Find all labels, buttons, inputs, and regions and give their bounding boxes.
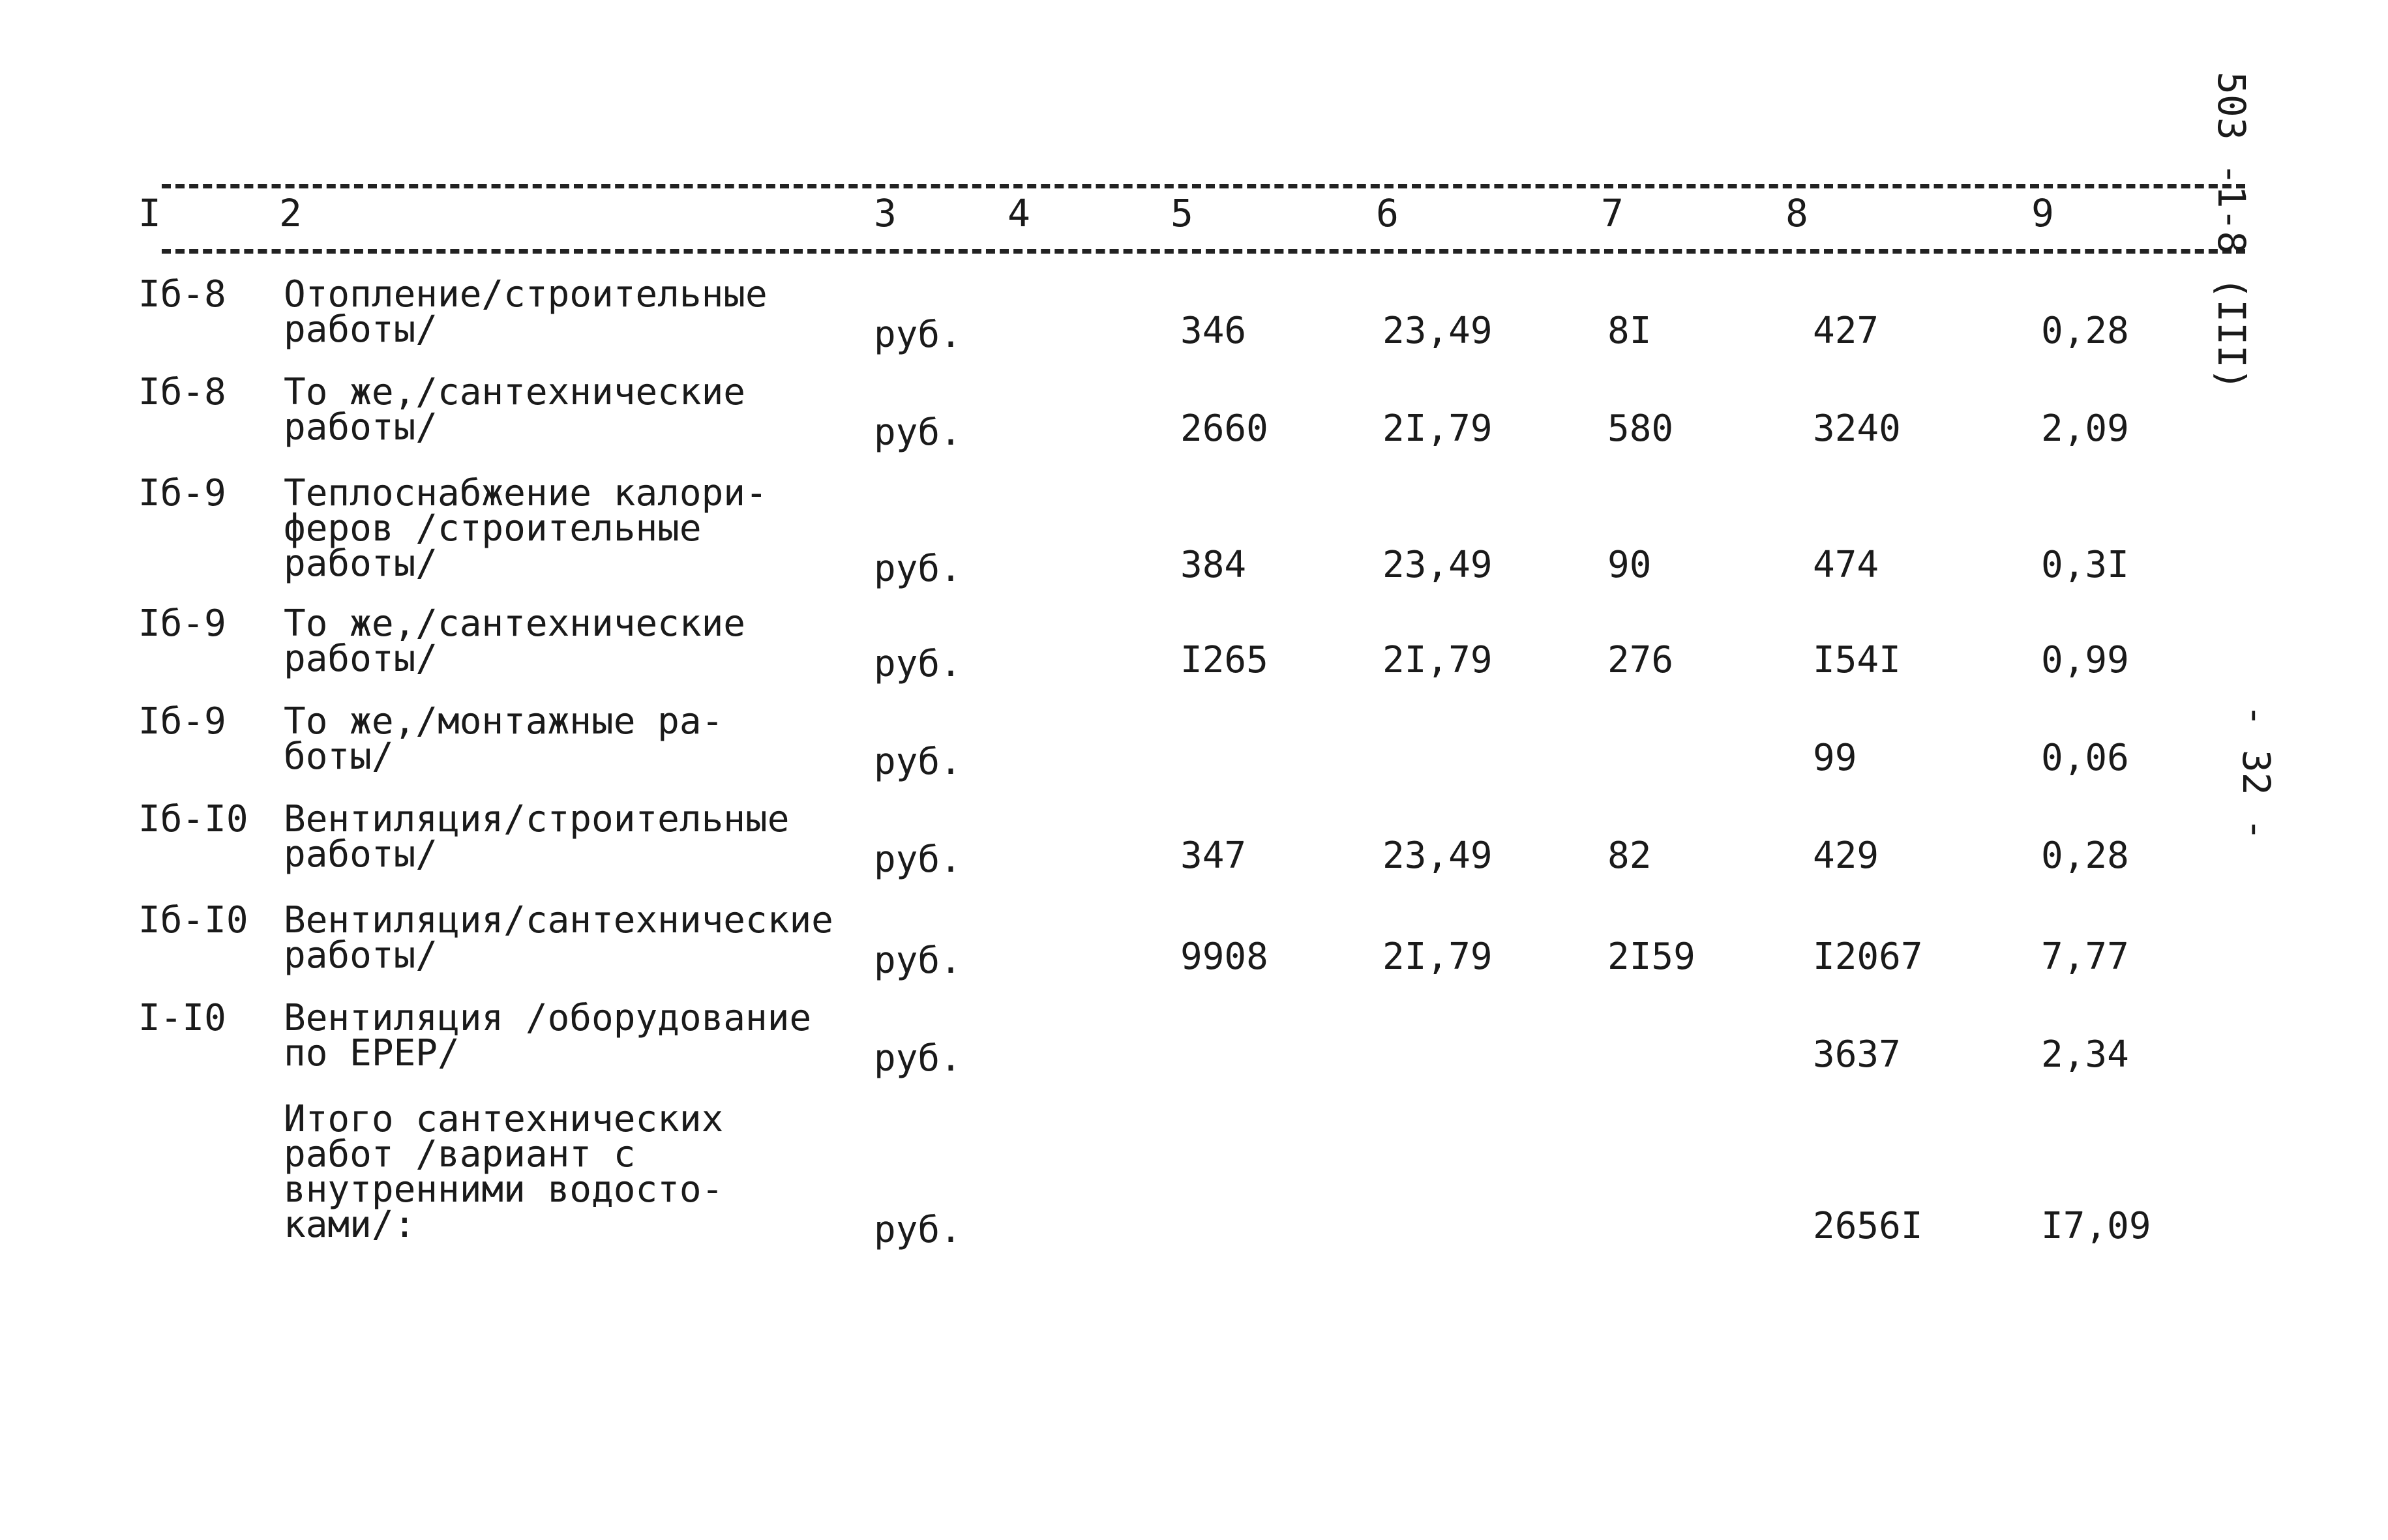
row-description-line: работы/	[284, 308, 438, 351]
row-value-c9: 0,3I	[2041, 544, 2129, 586]
row-description-line: работы/	[284, 934, 438, 977]
row-description-line: Вентиляция /оборудование	[284, 997, 812, 1039]
row-value-c6: 2I,79	[1382, 407, 1493, 450]
column-header-1: I	[138, 191, 161, 235]
row-description-line: То же,/сантехнические	[284, 371, 746, 413]
column-header-9: 9	[2031, 191, 2054, 235]
row-code: Iб-9	[138, 602, 226, 645]
row-value-c9: 2,34	[2041, 1033, 2129, 1076]
page-number: - 32 -	[2234, 704, 2278, 841]
row-description-line: боты/	[284, 735, 394, 778]
row-value-c8: I54I	[1813, 639, 1901, 681]
row-value-c8: 3637	[1813, 1033, 1901, 1076]
row-code: Iб-8	[138, 371, 226, 413]
row-unit: руб.	[874, 411, 962, 454]
column-header-6: 6	[1376, 191, 1399, 235]
row-value-c9: 0,28	[2041, 835, 2129, 877]
column-header-5: 5	[1171, 191, 1193, 235]
header-top-rule	[162, 184, 2245, 188]
row-value-c5: 9908	[1180, 936, 1268, 978]
row-value-c9: 0,06	[2041, 737, 2129, 779]
row-value-c6: 2I,79	[1382, 639, 1493, 681]
row-unit: руб.	[874, 548, 962, 590]
row-description-line: внутренними водосто-	[284, 1168, 724, 1211]
row-value-c5: 346	[1180, 310, 1247, 352]
row-unit: руб.	[874, 838, 962, 881]
row-value-c7: 82	[1607, 835, 1652, 877]
row-description-line: То же,/монтажные ра-	[284, 700, 724, 743]
row-value-c9: 0,99	[2041, 639, 2129, 681]
column-header-7: 7	[1601, 191, 1624, 235]
row-value-c8: 429	[1813, 835, 1879, 877]
row-description-line: Теплоснабжение калори-	[284, 472, 768, 514]
row-value-c8: 427	[1813, 310, 1879, 352]
row-value-c6: 23,49	[1382, 544, 1493, 586]
row-unit: руб.	[874, 643, 962, 685]
row-unit: руб.	[874, 940, 962, 982]
row-value-c5: I265	[1180, 639, 1268, 681]
row-description-line: Вентиляция/строительные	[284, 798, 790, 840]
row-value-c6: 23,49	[1382, 310, 1493, 352]
row-code: Iб-I0	[138, 899, 248, 941]
row-description-line: работы/	[284, 406, 438, 449]
row-unit: руб.	[874, 314, 962, 356]
row-description-line: работ /вариант с	[284, 1133, 636, 1176]
row-value-c6: 2I,79	[1382, 936, 1493, 978]
row-value-c6: 23,49	[1382, 835, 1493, 877]
row-value-c5: 2660	[1180, 407, 1268, 450]
row-value-c9: 7,77	[2041, 936, 2129, 978]
document-code: 503 -1-8 (III)	[2209, 72, 2254, 391]
row-value-c9: I7,09	[2041, 1205, 2151, 1247]
row-value-c8: 99	[1813, 737, 1857, 779]
row-description-line: Отопление/строительные	[284, 273, 768, 316]
row-value-c8: 3240	[1813, 407, 1901, 450]
row-value-c7: 580	[1607, 407, 1674, 450]
row-description-line: работы/	[284, 833, 438, 876]
row-code: Iб-9	[138, 700, 226, 743]
row-value-c7: 90	[1607, 544, 1652, 586]
header-bottom-rule	[162, 249, 2245, 254]
row-value-c7: 8I	[1607, 310, 1652, 352]
row-value-c5: 347	[1180, 835, 1247, 877]
row-description-line: То же,/сантехнические	[284, 602, 746, 645]
row-code: Iб-9	[138, 472, 226, 514]
row-unit: руб.	[874, 1209, 962, 1251]
row-description-line: ками/:	[284, 1204, 416, 1246]
row-code: Iб-8	[138, 273, 226, 316]
row-description-line: работы/	[284, 542, 438, 585]
row-unit: руб.	[874, 741, 962, 783]
row-description-line: феров /строительные	[284, 507, 702, 550]
column-header-3: 3	[874, 191, 897, 235]
row-code: I-I0	[138, 997, 226, 1039]
column-header-4: 4	[1007, 191, 1030, 235]
row-description-line: Итого сантехнических	[284, 1098, 724, 1140]
row-description-line: работы/	[284, 638, 438, 680]
row-unit: руб.	[874, 1037, 962, 1080]
row-description-line: по ЕРЕР/	[284, 1032, 460, 1074]
row-value-c5: 384	[1180, 544, 1247, 586]
row-code: Iб-I0	[138, 798, 248, 840]
row-value-c9: 0,28	[2041, 310, 2129, 352]
row-value-c8: I2067	[1813, 936, 1923, 978]
column-header-8: 8	[1785, 191, 1808, 235]
row-value-c9: 2,09	[2041, 407, 2129, 450]
row-value-c8: 2656I	[1813, 1205, 1923, 1247]
row-value-c8: 474	[1813, 544, 1879, 586]
row-value-c7: 276	[1607, 639, 1674, 681]
row-value-c7: 2I59	[1607, 936, 1695, 978]
column-header-2: 2	[279, 191, 302, 235]
row-description-line: Вентиляция/сантехнические	[284, 899, 833, 941]
